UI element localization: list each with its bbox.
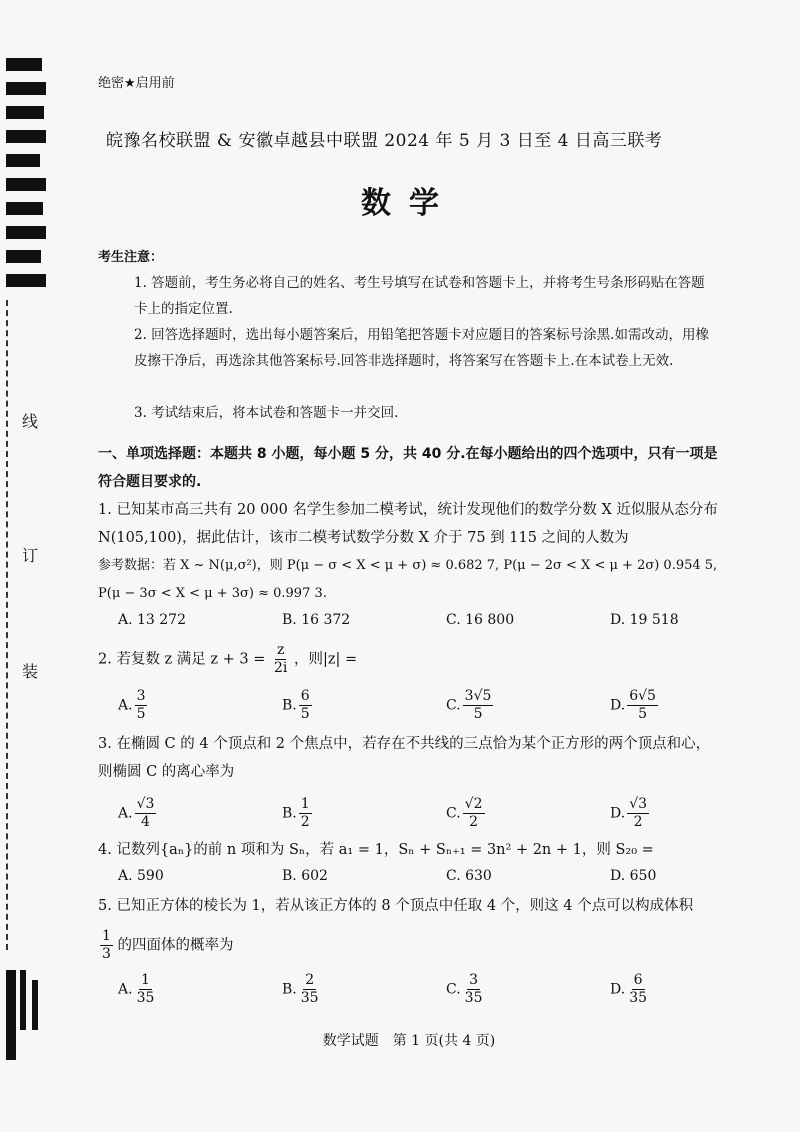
q2-d-label: D. (610, 697, 626, 714)
notice-item-2: 2. 回答选择题时，选出每小题答案后，用铅笔把答题卡对应题目的答案标号涂黑.如需改动，用橡皮擦干净后，再选涂其他答案标号.回答非选择题时，将答案写在答题卡上.在本试卷上无效. (134, 327, 709, 369)
q3-d-den: 2 (633, 814, 643, 830)
secret-label: 绝密★启用前 (98, 76, 175, 91)
q2-stem-fraction (272, 642, 289, 677)
page-footer: 数学试题 第 1 页(共 4 页) (322, 1033, 496, 1049)
q3-c-label: C. (446, 805, 461, 822)
q3-b-num: 1 (300, 796, 310, 812)
q3-c-num: √2 (464, 796, 483, 812)
q4-option-a: A. 590 (118, 868, 164, 884)
q2-d-den: 5 (638, 706, 648, 722)
binding-strip (0, 0, 50, 1132)
q2-b-num: 6 (300, 688, 310, 704)
q3-d-num: √3 (629, 796, 648, 812)
question-5-stem: 5. 已知正方体的棱长为 1，若从该正方体的 8 个顶点中任取 4 个，则这 4 个点可以构成体积 (98, 898, 694, 914)
binding-bars (6, 58, 46, 298)
binding-dashed-line (6, 300, 8, 950)
question-2-stem (98, 642, 718, 677)
q4-option-c: C. 630 (446, 868, 492, 884)
q3-d-label: D. (610, 805, 626, 822)
q2-frac-den: 2i (274, 660, 288, 676)
q3-a-den: 4 (141, 814, 150, 830)
notice-item-1: 1. 答题前，考生务必将自己的姓名、考生号填写在试卷和答题卡上，并将考生号条形码贴在答题卡上的指定位置. (134, 275, 705, 317)
q1-option-c: C. 16 800 (446, 612, 515, 628)
q2-b-label: B. (282, 697, 297, 714)
q2-option-c (446, 688, 493, 723)
q5-frac-num: 1 (102, 928, 111, 944)
q5-option-a (118, 972, 156, 1007)
section-heading: 一、单项选择题：本题共 8 小题，每小题 5 分，共 40 分.在每小题给出的四个选项中，只有一项是符合题目要求的. (98, 446, 718, 490)
q3-option-d (610, 796, 649, 831)
q2-c-num: 3√5 (464, 688, 492, 704)
q1-option-b: B. 16 372 (282, 612, 351, 628)
q2-option-b (282, 688, 312, 723)
q2-a-den: 5 (136, 706, 146, 722)
question-1-reference: 参考数据：若 X ~ N(μ,σ²)，则 P(μ − σ < X < μ + σ) ≈ 0.682 7, P(μ − 2σ < X < μ + 2σ) 0.954 5, P(μ − 3σ < X < μ + 3σ) ≈ 0.997 3. (98, 558, 718, 601)
q4-option-b: B. 602 (282, 868, 328, 884)
question-5-stem-cont (98, 928, 718, 963)
q5-c-label: C. (446, 981, 461, 998)
q2-option-d (610, 688, 658, 723)
q3-option-c (446, 796, 485, 831)
q5-option-c (446, 972, 485, 1007)
subject-title: 数学 (361, 186, 457, 221)
q1-option-a: A. 13 272 (118, 612, 186, 628)
question-1-stem: 1. 已知某市高三共有 20 000 名学生参加二模考试，统计发现他们的数学分数 X 近似服从态分布 N(105,100)，据此估计，该市二模考试数学分数 X 介于 75 到 115 之间的人数为 (98, 502, 718, 546)
q3-a-num: √3 (136, 796, 155, 812)
q5-d-den: 35 (629, 990, 648, 1006)
q2-option-a (118, 688, 147, 723)
q5-stem-fraction (100, 928, 113, 963)
q2-b-den: 5 (300, 706, 310, 722)
q5-a-label: A. (118, 981, 133, 998)
exam-title: 皖豫名校联盟 & 安徽卓越县中联盟 2024 年 5 月 3 日至 4 日高三联考 (106, 131, 663, 151)
binding-char-ding: 订 (22, 546, 39, 565)
q2-a-label: A. (118, 697, 133, 714)
q1-option-d: D. 19 518 (610, 612, 679, 628)
q5-a-den: 35 (136, 990, 155, 1006)
q2-a-num: 3 (136, 688, 146, 704)
q5-b-den: 35 (300, 990, 319, 1006)
question-3-stem: 3. 在椭圆 C 的 4 个顶点和 2 个焦点中，若存在不共线的三点恰为某个正方形的两个顶点和心，则椭圆 C 的离心率为 (98, 736, 711, 780)
q5-option-d (610, 972, 649, 1007)
q5-c-den: 35 (464, 990, 483, 1006)
notice-heading: 考生注意： (98, 250, 164, 265)
q5-c-num: 3 (469, 972, 479, 988)
q3-option-b (282, 796, 312, 831)
q5-b-num: 2 (305, 972, 315, 988)
q2-d-num: 6√5 (629, 688, 656, 704)
q2-frac-num: z (277, 642, 285, 658)
q3-a-label: A. (118, 805, 133, 822)
q5-frac-den: 3 (102, 946, 111, 962)
q5-stem-b: 的四面体的概率为 (117, 937, 234, 954)
question-4-stem: 4. 记数列{aₙ}的前 n 项和为 Sₙ，若 a₁ = 1，Sₙ + Sₙ₊₁ = 3n² + 2n + 1，则 S₂₀ = (98, 842, 654, 858)
q4-option-d: D. 650 (610, 868, 657, 884)
q2-stem-b: ，则|z| = (294, 651, 358, 668)
q3-b-den: 2 (300, 814, 310, 830)
q3-option-a (118, 796, 156, 831)
notice-item-3: 3. 考试结束后，将本试卷和答题卡一并交回. (134, 405, 399, 421)
q5-b-label: B. (282, 981, 297, 998)
binding-char-zhuang: 装 (22, 662, 39, 681)
q2-stem-a: 2. 若复数 z 满足 z + 3 = (98, 651, 266, 668)
q3-c-den: 2 (469, 814, 479, 830)
q5-d-num: 6 (633, 972, 643, 988)
q5-a-num: 1 (141, 972, 150, 988)
q3-b-label: B. (282, 805, 297, 822)
q2-c-label: C. (446, 697, 461, 714)
q2-c-den: 5 (473, 706, 483, 722)
q5-d-label: D. (610, 981, 626, 998)
q5-option-b (282, 972, 321, 1007)
binding-char-xian: 线 (22, 412, 39, 431)
